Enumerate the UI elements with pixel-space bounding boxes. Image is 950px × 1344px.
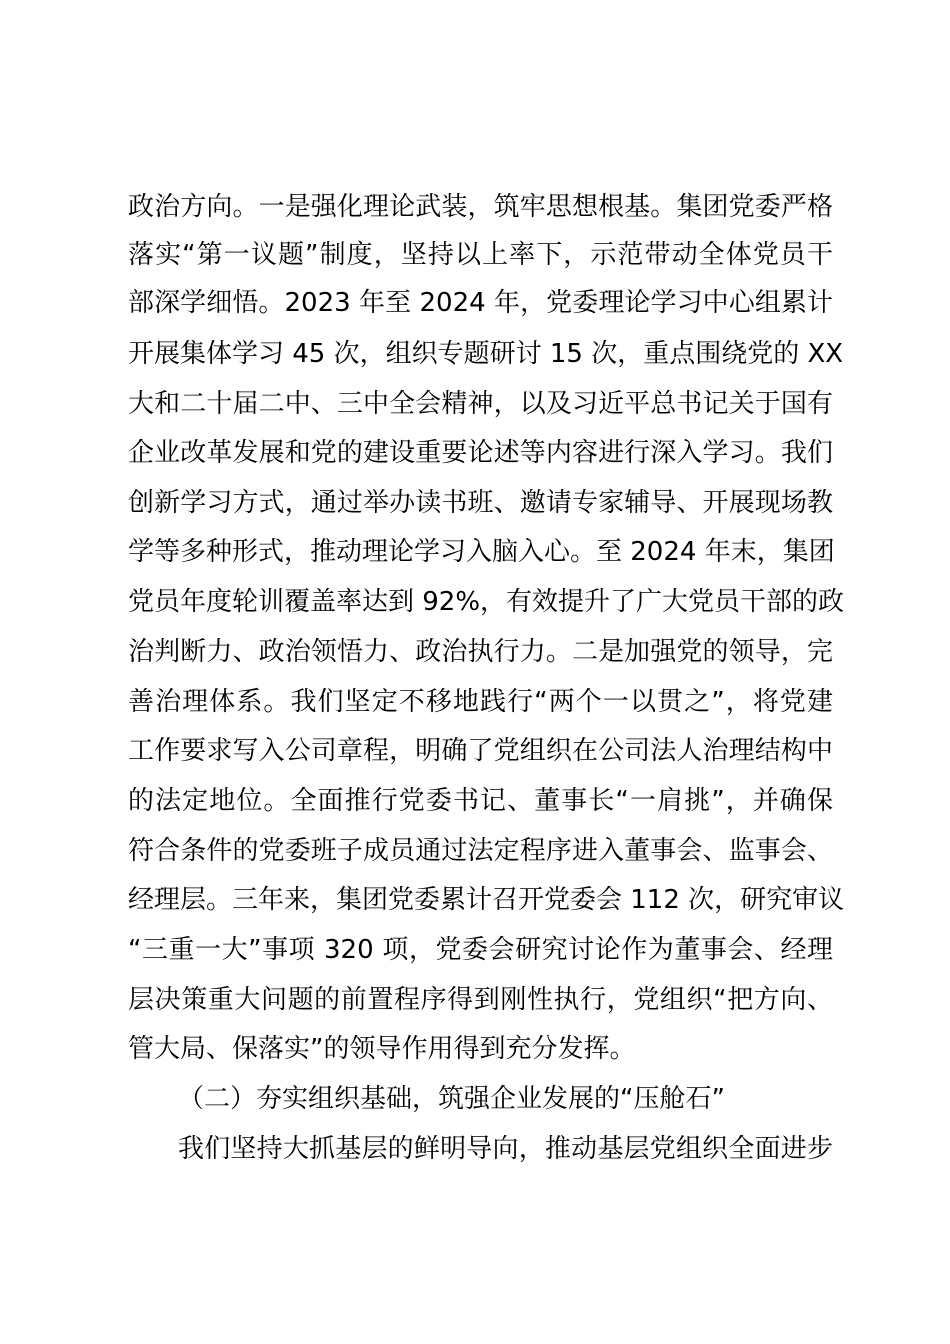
body-text-line: “三重一大”事项 320 项，党委会研究讨论作为董事会、经理 xyxy=(128,935,833,965)
body-text-line: 符合条件的党委班子成员通过法定程序进入董事会、监事会、 xyxy=(128,836,833,866)
body-text-line: 企业改革发展和党的建设重要论述等内容进行深入学习。我们 xyxy=(128,438,833,468)
body-text-line: 开展集体学习 45 次，组织专题研讨 15 次，重点围绕党的 XX xyxy=(128,339,844,369)
body-text-line: 大和二十届二中、三中全会精神，以及习近平总书记关于国有 xyxy=(128,389,833,419)
body-text-line: 管大局、保落实”的领导作用得到充分发挥。 xyxy=(128,1034,636,1064)
body-text-line: 部深学细悟。2023 年至 2024 年，党委理论学习中心组累计 xyxy=(128,288,833,318)
body-text-line: 创新学习方式，通过举办读书班、邀请专家辅导、开展现场教 xyxy=(128,488,833,518)
body-text-line: 学等多种形式，推动理论学习入脑入心。至 2024 年末，集团 xyxy=(128,537,835,567)
body-text-line: 政治方向。一是强化理论武装，筑牢思想根基。集团党委严格 xyxy=(128,192,833,222)
body-text-line: 经理层。三年来，集团党委累计召开党委会 112 次，研究审议 xyxy=(128,885,845,915)
body-text-line: 我们坚持大抓基层的鲜明导向，推动基层党组织全面进步 xyxy=(178,1134,833,1164)
body-text-line: 的法定地位。全面推行党委书记、董事长“一肩挑”，并确保 xyxy=(128,786,833,816)
body-text-line: 党员年度轮训覆盖率达到 92%，有效提升了广大党员干部的政 xyxy=(128,587,845,617)
body-text-line: 落实“第一议题”制度，坚持以上率下，示范带动全体党员干 xyxy=(128,240,833,270)
body-text-line: 善治理体系。我们坚定不移地践行“两个一以贯之”，将党建 xyxy=(128,687,833,717)
body-text-line: 层决策重大问题的前置程序得到刚性执行，党组织“把方向、 xyxy=(128,985,833,1015)
body-text-line: 治判断力、政治领悟力、政治执行力。二是加强党的领导，完 xyxy=(128,637,833,667)
section-heading: （二）夯实组织基础，筑强企业发展的“压舱石” xyxy=(178,1084,725,1114)
body-text-line: 工作要求写入公司章程，明确了党组织在公司法人治理结构中 xyxy=(128,736,833,766)
